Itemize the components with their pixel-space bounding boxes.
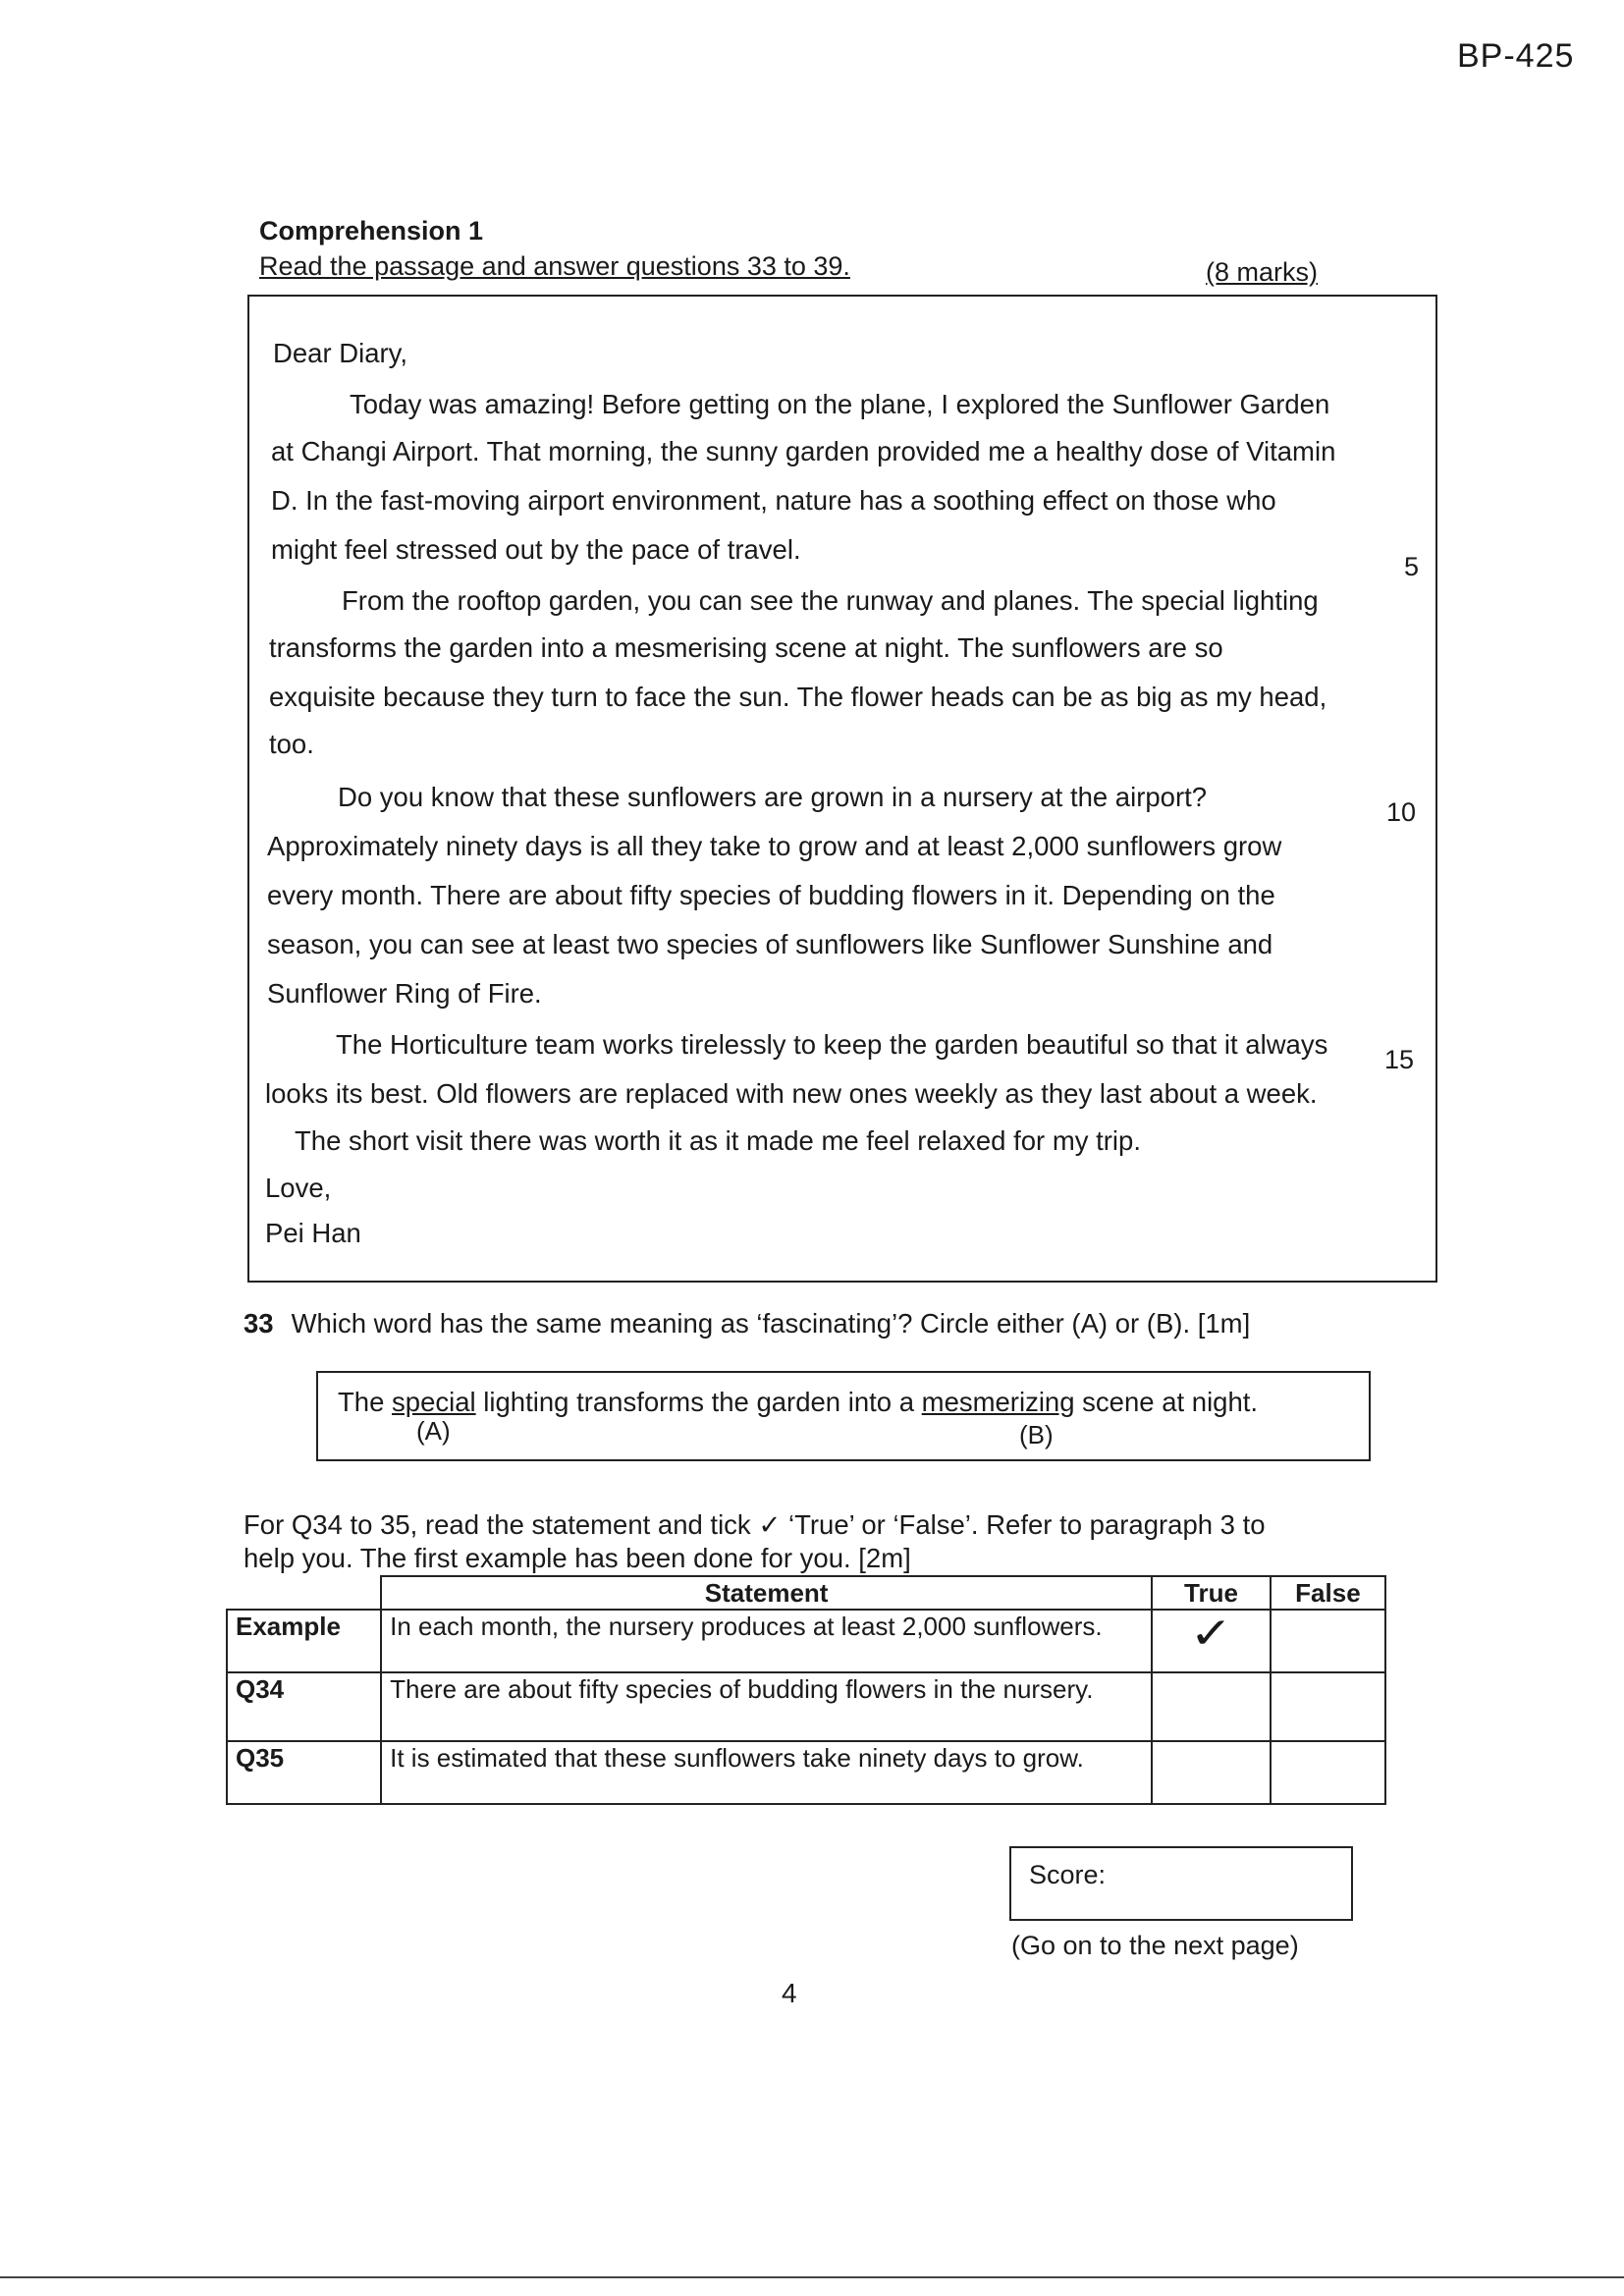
- passage-line: exquisite because they turn to face the sun. The flower heads can be as big as my head,: [269, 682, 1327, 712]
- sentence-part: The: [338, 1387, 393, 1417]
- section-heading: Comprehension 1: [259, 216, 484, 246]
- table-row: [227, 1672, 1385, 1741]
- table-row: [227, 1741, 1385, 1804]
- page-number: 4: [782, 1978, 797, 2008]
- blank-header: [227, 1576, 381, 1610]
- next-page-note: (Go on to the next page): [1011, 1931, 1299, 1960]
- false-cell[interactable]: [1271, 1610, 1385, 1672]
- row-label: Q35: [227, 1741, 381, 1804]
- sentence-box: [316, 1371, 1371, 1461]
- true-cell[interactable]: [1152, 1741, 1271, 1804]
- false-cell[interactable]: [1271, 1741, 1385, 1804]
- score-label: Score:: [1029, 1860, 1107, 1889]
- true-false-table: [226, 1575, 1386, 1805]
- paper-code: BP-425: [1457, 37, 1575, 75]
- sentence-part: lighting transforms the garden into a: [475, 1387, 922, 1417]
- passage-signature: Pei Han: [265, 1218, 361, 1248]
- passage-line: The Horticulture team works tirelessly to keep the garden beautiful so that it always: [336, 1029, 1328, 1060]
- line-number: 10: [1386, 797, 1417, 827]
- instruction-line: help you. The first example has been done for you. [2m]: [244, 1543, 911, 1573]
- table-row: [227, 1610, 1385, 1672]
- bottom-rule: [0, 2276, 1624, 2278]
- line-number: 15: [1384, 1045, 1415, 1074]
- row-label: Example: [227, 1610, 381, 1672]
- passage-box: [247, 295, 1437, 1283]
- question-33: [244, 1308, 1250, 1339]
- question-number: 33: [244, 1308, 274, 1339]
- passage-line: season, you can see at least two species of sunflowers like Sunflower Sunshine and: [267, 929, 1273, 959]
- option-a-word[interactable]: special: [392, 1387, 476, 1417]
- option-b-label: (B): [1019, 1420, 1054, 1449]
- passage-line: From the rooftop garden, you can see the runway and planes. The special lighting: [342, 585, 1319, 616]
- section-instruction: Read the passage and answer questions 33 to 39.: [259, 251, 850, 281]
- option-b-word[interactable]: mesmerizing: [921, 1387, 1075, 1417]
- passage-greeting: Dear Diary,: [273, 338, 408, 368]
- line-number: 5: [1404, 552, 1420, 581]
- row-statement: There are about fifty species of budding flowers in the nursery.: [381, 1672, 1152, 1741]
- passage-line: Sunflower Ring of Fire.: [267, 978, 542, 1009]
- false-cell[interactable]: [1271, 1672, 1385, 1741]
- passage-line: Approximately ninety days is all they take to grow and at least 2,000 sunflowers grow: [267, 831, 1282, 861]
- true-cell[interactable]: [1152, 1672, 1271, 1741]
- passage-line: The short visit there was worth it as it made me feel relaxed for my trip.: [295, 1125, 1141, 1156]
- passage-line: at Changi Airport. That morning, the sunny garden provided me a healthy dose of Vitamin: [271, 436, 1336, 466]
- tick-mark: ✓: [1189, 1610, 1233, 1658]
- passage-line: too.: [269, 729, 314, 759]
- passage-line: D. In the fast-moving airport environment, nature has a soothing effect on those who: [271, 485, 1276, 516]
- passage-closing: Love,: [265, 1173, 332, 1203]
- passage-line: Today was amazing! Before getting on the plane, I explored the Sunflower Garden: [350, 389, 1330, 419]
- score-box[interactable]: [1009, 1846, 1353, 1921]
- table-header-row: [227, 1576, 1385, 1610]
- statement-header: Statement: [381, 1576, 1152, 1610]
- passage-line: every month. There are about fifty species of budding flowers in it. Depending on the: [267, 880, 1275, 910]
- passage-line: Do you know that these sunflowers are grown in a nursery at the airport?: [338, 782, 1208, 812]
- passage-line: transforms the garden into a mesmerising scene at night. The sunflowers are so: [269, 632, 1223, 663]
- passage-line: might feel stressed out by the pace of travel.: [271, 534, 801, 565]
- row-statement: In each month, the nursery produces at least 2,000 sunflowers.: [381, 1610, 1152, 1672]
- row-statement: It is estimated that these sunflowers take ninety days to grow.: [381, 1741, 1152, 1804]
- question-text: Which word has the same meaning as ‘fascinating’? Circle either (A) or (B). [1m]: [291, 1308, 1251, 1339]
- true-header: True: [1152, 1576, 1271, 1610]
- passage-line: looks its best. Old flowers are replaced with new ones weekly as they last about a week.: [265, 1078, 1318, 1109]
- row-label: Q34: [227, 1672, 381, 1741]
- option-a-label: (A): [416, 1416, 451, 1446]
- sentence-part: scene at night.: [1074, 1387, 1259, 1417]
- true-false-instructions: [244, 1508, 1266, 1575]
- true-cell[interactable]: [1152, 1610, 1271, 1672]
- instruction-line: For Q34 to 35, read the statement and tick ✓ ‘True’ or ‘False’. Refer to paragraph 3 to: [244, 1509, 1266, 1540]
- section-marks: (8 marks): [1206, 257, 1318, 287]
- false-header: False: [1271, 1576, 1385, 1610]
- sentence: [338, 1387, 1258, 1418]
